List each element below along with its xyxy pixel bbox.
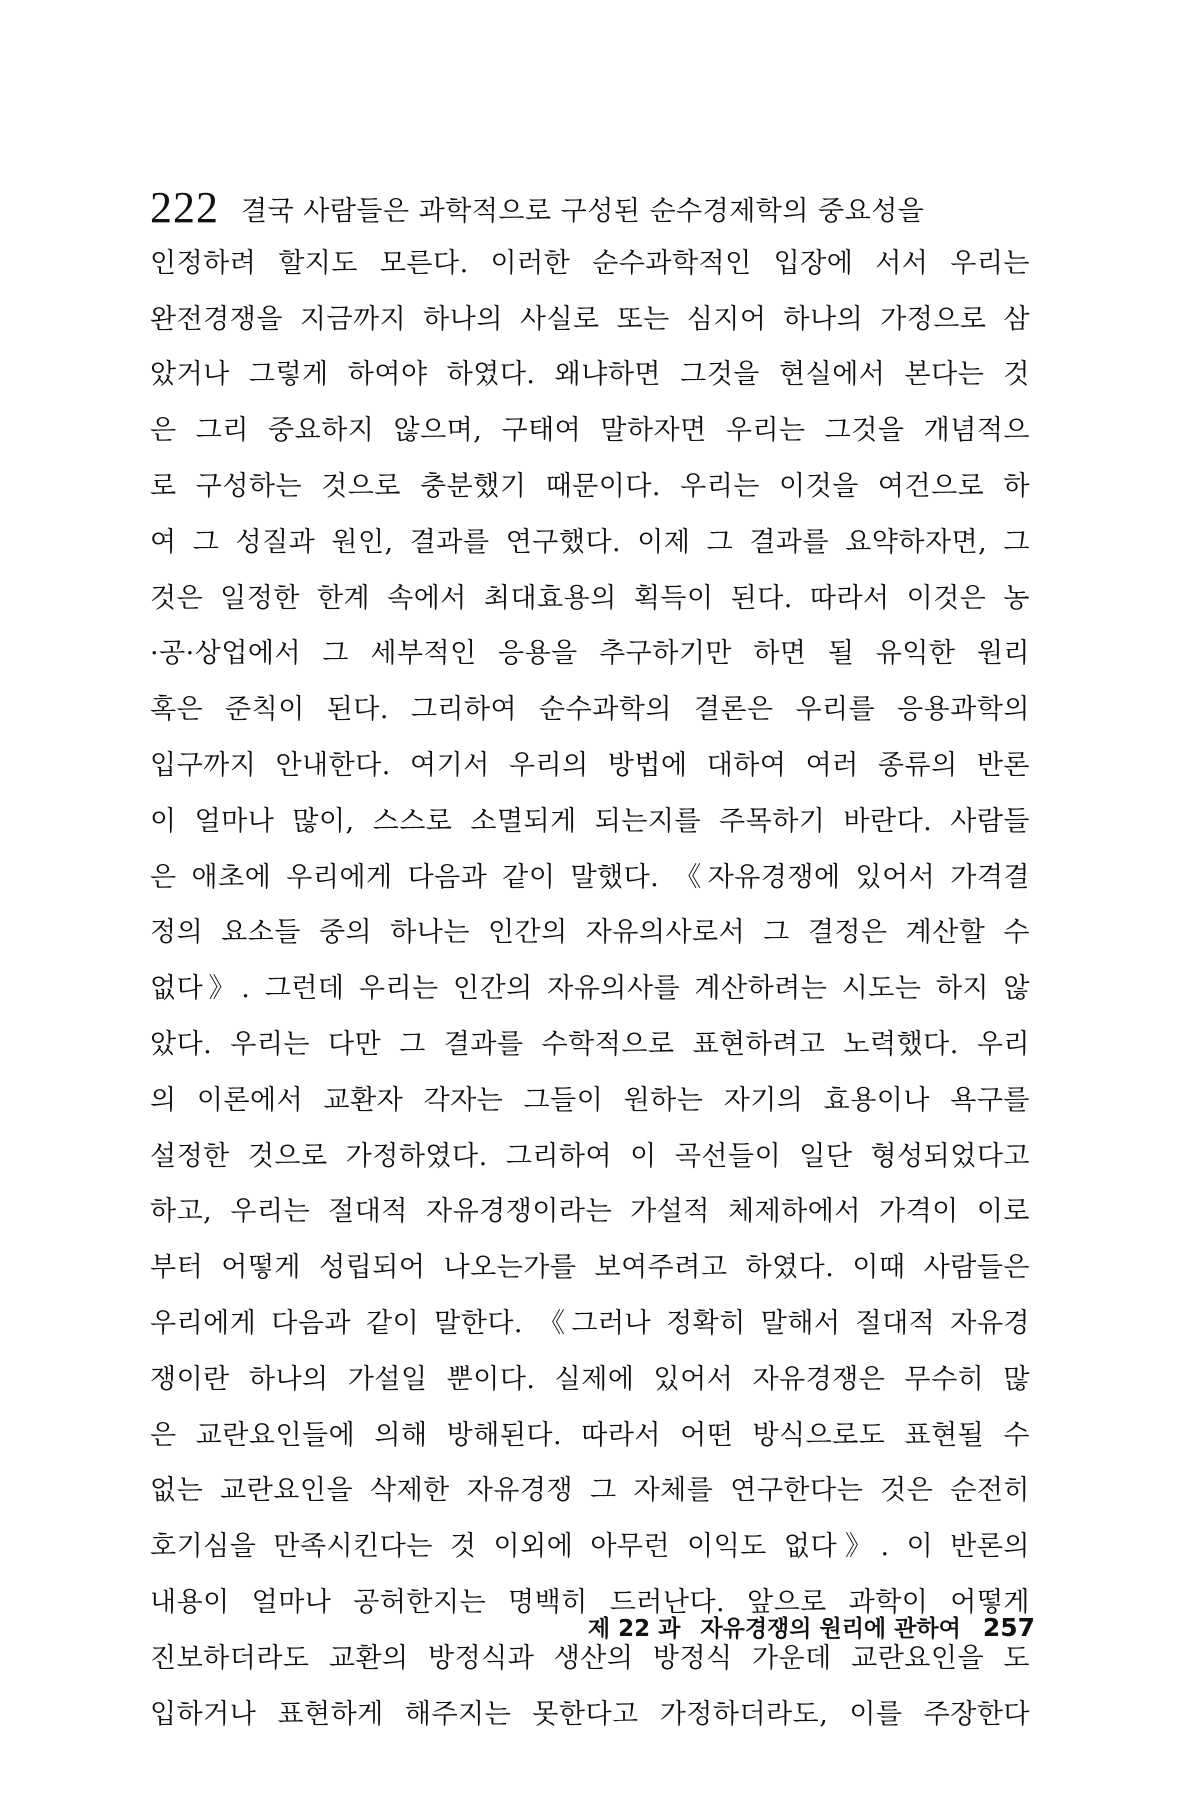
text-line: 없다》. 그런데 우리는 인간의 자유의사를 계산하려는 시도는 하지 않 <box>150 973 1030 1005</box>
text-line: 완전경쟁을 지금까지 하나의 사실로 또는 심지어 하나의 가정으로 삼 <box>150 303 1030 335</box>
running-footer <box>588 1612 1035 1645</box>
text-line: 정의 요소들 중의 하나는 인간의 자유의사로서 그 결정은 계산할 수 <box>150 917 1030 949</box>
text-line: 우리에게 다음과 같이 말한다. 《그러나 정확히 말해서 절대적 자유경 <box>150 1307 1030 1339</box>
text-line: 진보하더라도 교환의 방정식과 생산의 방정식 가운데 교란요인을 도 <box>150 1642 1030 1674</box>
text-line: 쟁이란 하나의 가설일 뿐이다. 실제에 있어서 자유경쟁은 무수히 많 <box>150 1363 1030 1395</box>
text-line: 이 얼마나 많이, 스스로 소멸되게 되는지를 주목하기 바란다. 사람들 <box>150 805 1030 837</box>
text-line: ·공·상업에서 그 세부적인 응용을 추구하기만 하면 될 유익한 원리 <box>150 638 1030 670</box>
text-line: 혹은 준칙이 된다. 그리하여 순수과학의 결론은 우리를 응용과학의 <box>150 694 1030 726</box>
text-line: 없는 교란요인을 삭제한 자유경쟁 그 자체를 연구한다는 것은 순전히 <box>150 1475 1030 1507</box>
page-number: 257 <box>982 1613 1035 1642</box>
text-line: 여 그 성질과 원인, 결과를 연구했다. 이제 그 결과를 요약하자면, 그 <box>150 526 1030 558</box>
text-line: 인정하려 할지도 모른다. 이러한 순수과학적인 입장에 서서 우리는 <box>150 247 1030 279</box>
text-line: 은 교란요인들에 의해 방해된다. 따라서 어떤 방식으로도 표현될 수 <box>150 1419 1030 1451</box>
text-line: 았다. 우리는 다만 그 결과를 수학적으로 표현하려고 노력했다. 우리 <box>150 1028 1030 1060</box>
text-line-1 <box>150 180 1030 236</box>
text-line: 의 이론에서 교환자 각자는 그들이 원하는 자기의 효용이나 욕구를 <box>150 1084 1030 1116</box>
text-line: 하고, 우리는 절대적 자유경쟁이라는 가설적 체제하에서 가격이 이로 <box>150 1196 1030 1228</box>
text-line: 내용이 얼마나 공허한지는 명백히 드러난다. 앞으로 과학이 어떻게 <box>150 1586 1030 1618</box>
text-line: 부터 어떻게 성립되어 나오는가를 보여주려고 하였다. 이때 사람들은 <box>150 1252 1030 1284</box>
footer-chapter: 제 22 과 <box>587 1616 681 1642</box>
footer-chapter-title: 자유경쟁의 원리에 관하여 <box>700 1616 961 1642</box>
text-line: 입구까지 안내한다. 여기서 우리의 방법에 대하여 여러 종류의 반론 <box>150 749 1030 781</box>
text-line: 것은 일정한 한계 속에서 최대효용의 획득이 된다. 따라서 이것은 농 <box>150 582 1030 614</box>
text-line: 로 구성하는 것으로 충분했기 때문이다. 우리는 이것을 여건으로 하 <box>150 470 1030 502</box>
text-line: 았거나 그렇게 하여야 하였다. 왜냐하면 그것을 현실에서 본다는 것 <box>150 359 1030 391</box>
first-line-text: 결국 사람들은 과학적으로 구성된 순수경제학의 중요성을 <box>241 196 925 227</box>
body-text <box>150 180 1030 1742</box>
paragraph-number: 222 <box>150 183 219 232</box>
text-line: 은 그리 중요하지 않으며, 구태여 말하자면 우리는 그것을 개념적으 <box>150 415 1030 447</box>
text-line: 은 애초에 우리에게 다음과 같이 말했다. 《자유경쟁에 있어서 가격결 <box>150 861 1030 893</box>
text-line: 호기심을 만족시킨다는 것 이외에 아무런 이익도 없다》. 이 반론의 <box>150 1531 1030 1563</box>
text-line: 입하거나 표현하게 해주지는 못한다고 가정하더라도, 이를 주장한다 <box>150 1698 1030 1730</box>
text-line: 설정한 것으로 가정하였다. 그리하여 이 곡선들이 일단 형성되었다고 <box>150 1140 1030 1172</box>
